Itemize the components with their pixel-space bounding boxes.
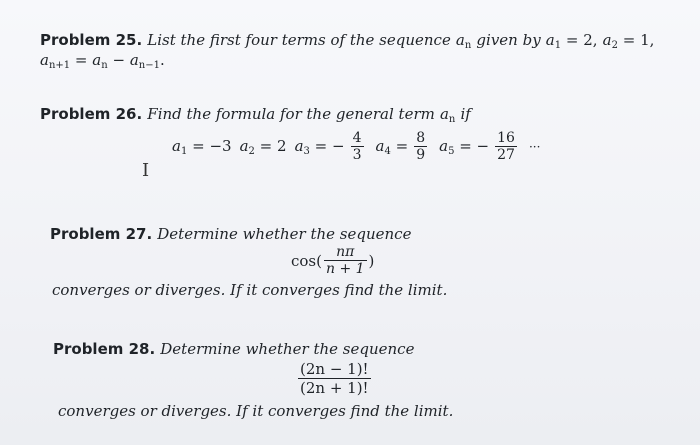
factorial-fraction: $\frac{(2n - 1)!}{(2n + 1)!}$: [300, 360, 369, 397]
problem-26-label: Problem 26.: [40, 105, 143, 123]
problem-25-recurrence: $a_{n+1} = a_n - a_{n-1}$.: [40, 51, 165, 71]
problem-26-terms: [172, 130, 540, 163]
problem-28-text: Determine whether the sequence: [160, 340, 415, 358]
term-a5: $a_5$ = −: [439, 136, 490, 157]
p26-an: $a_n$: [439, 105, 456, 125]
text-cursor-icon: I: [142, 160, 150, 181]
cos-open: cos(: [291, 251, 322, 270]
problem-27-label: Problem 27.: [50, 225, 153, 243]
p25-a2: $a_2 = 1$,: [602, 31, 655, 51]
problem-27-expression: [291, 244, 374, 277]
problem-27-text: Determine whether the sequence: [157, 225, 412, 243]
term-a3-fraction: $\frac{4}{3}$: [352, 130, 362, 163]
problem-27-tail: converges or diverges. If it converges find the limit.: [52, 281, 448, 299]
problem-28-tail: converges or diverges. If it converges find the limit.: [58, 402, 454, 420]
problem-25-line1: [40, 30, 654, 51]
term-a4-fraction: $\frac{8}{9}$: [416, 130, 426, 163]
ellipsis: ···: [528, 139, 541, 154]
problem-28-line1: [53, 339, 414, 358]
term-a5-fraction: $\frac{16}{27}$: [497, 130, 515, 163]
cos-fraction: $\frac{n\pi}{n + 1}$: [325, 244, 365, 277]
problem-27-line1: [50, 224, 411, 243]
p25-an: $a_n$: [455, 31, 472, 51]
term-a3: $a_3$ = −: [294, 136, 345, 157]
problem-28-expression: [296, 360, 373, 397]
problem-25-label: Problem 25.: [40, 31, 143, 49]
term-a1: $a_1 = -3$: [172, 136, 232, 157]
problem-28-label: Problem 28.: [53, 340, 156, 358]
term-a4: $a_4$ =: [375, 136, 409, 157]
p25-a1: $a_1 = 2$,: [545, 31, 598, 51]
problem-25-text: List the first four terms of the sequence: [147, 31, 451, 49]
problem-26-line1: [40, 104, 471, 125]
p26-if: if: [460, 105, 471, 123]
problem-26-text: Find the formula for the general term: [147, 105, 435, 123]
cos-close: ): [368, 251, 375, 270]
p25-given-by: given by: [476, 31, 541, 49]
term-a2: $a_2 = 2$: [239, 136, 287, 157]
